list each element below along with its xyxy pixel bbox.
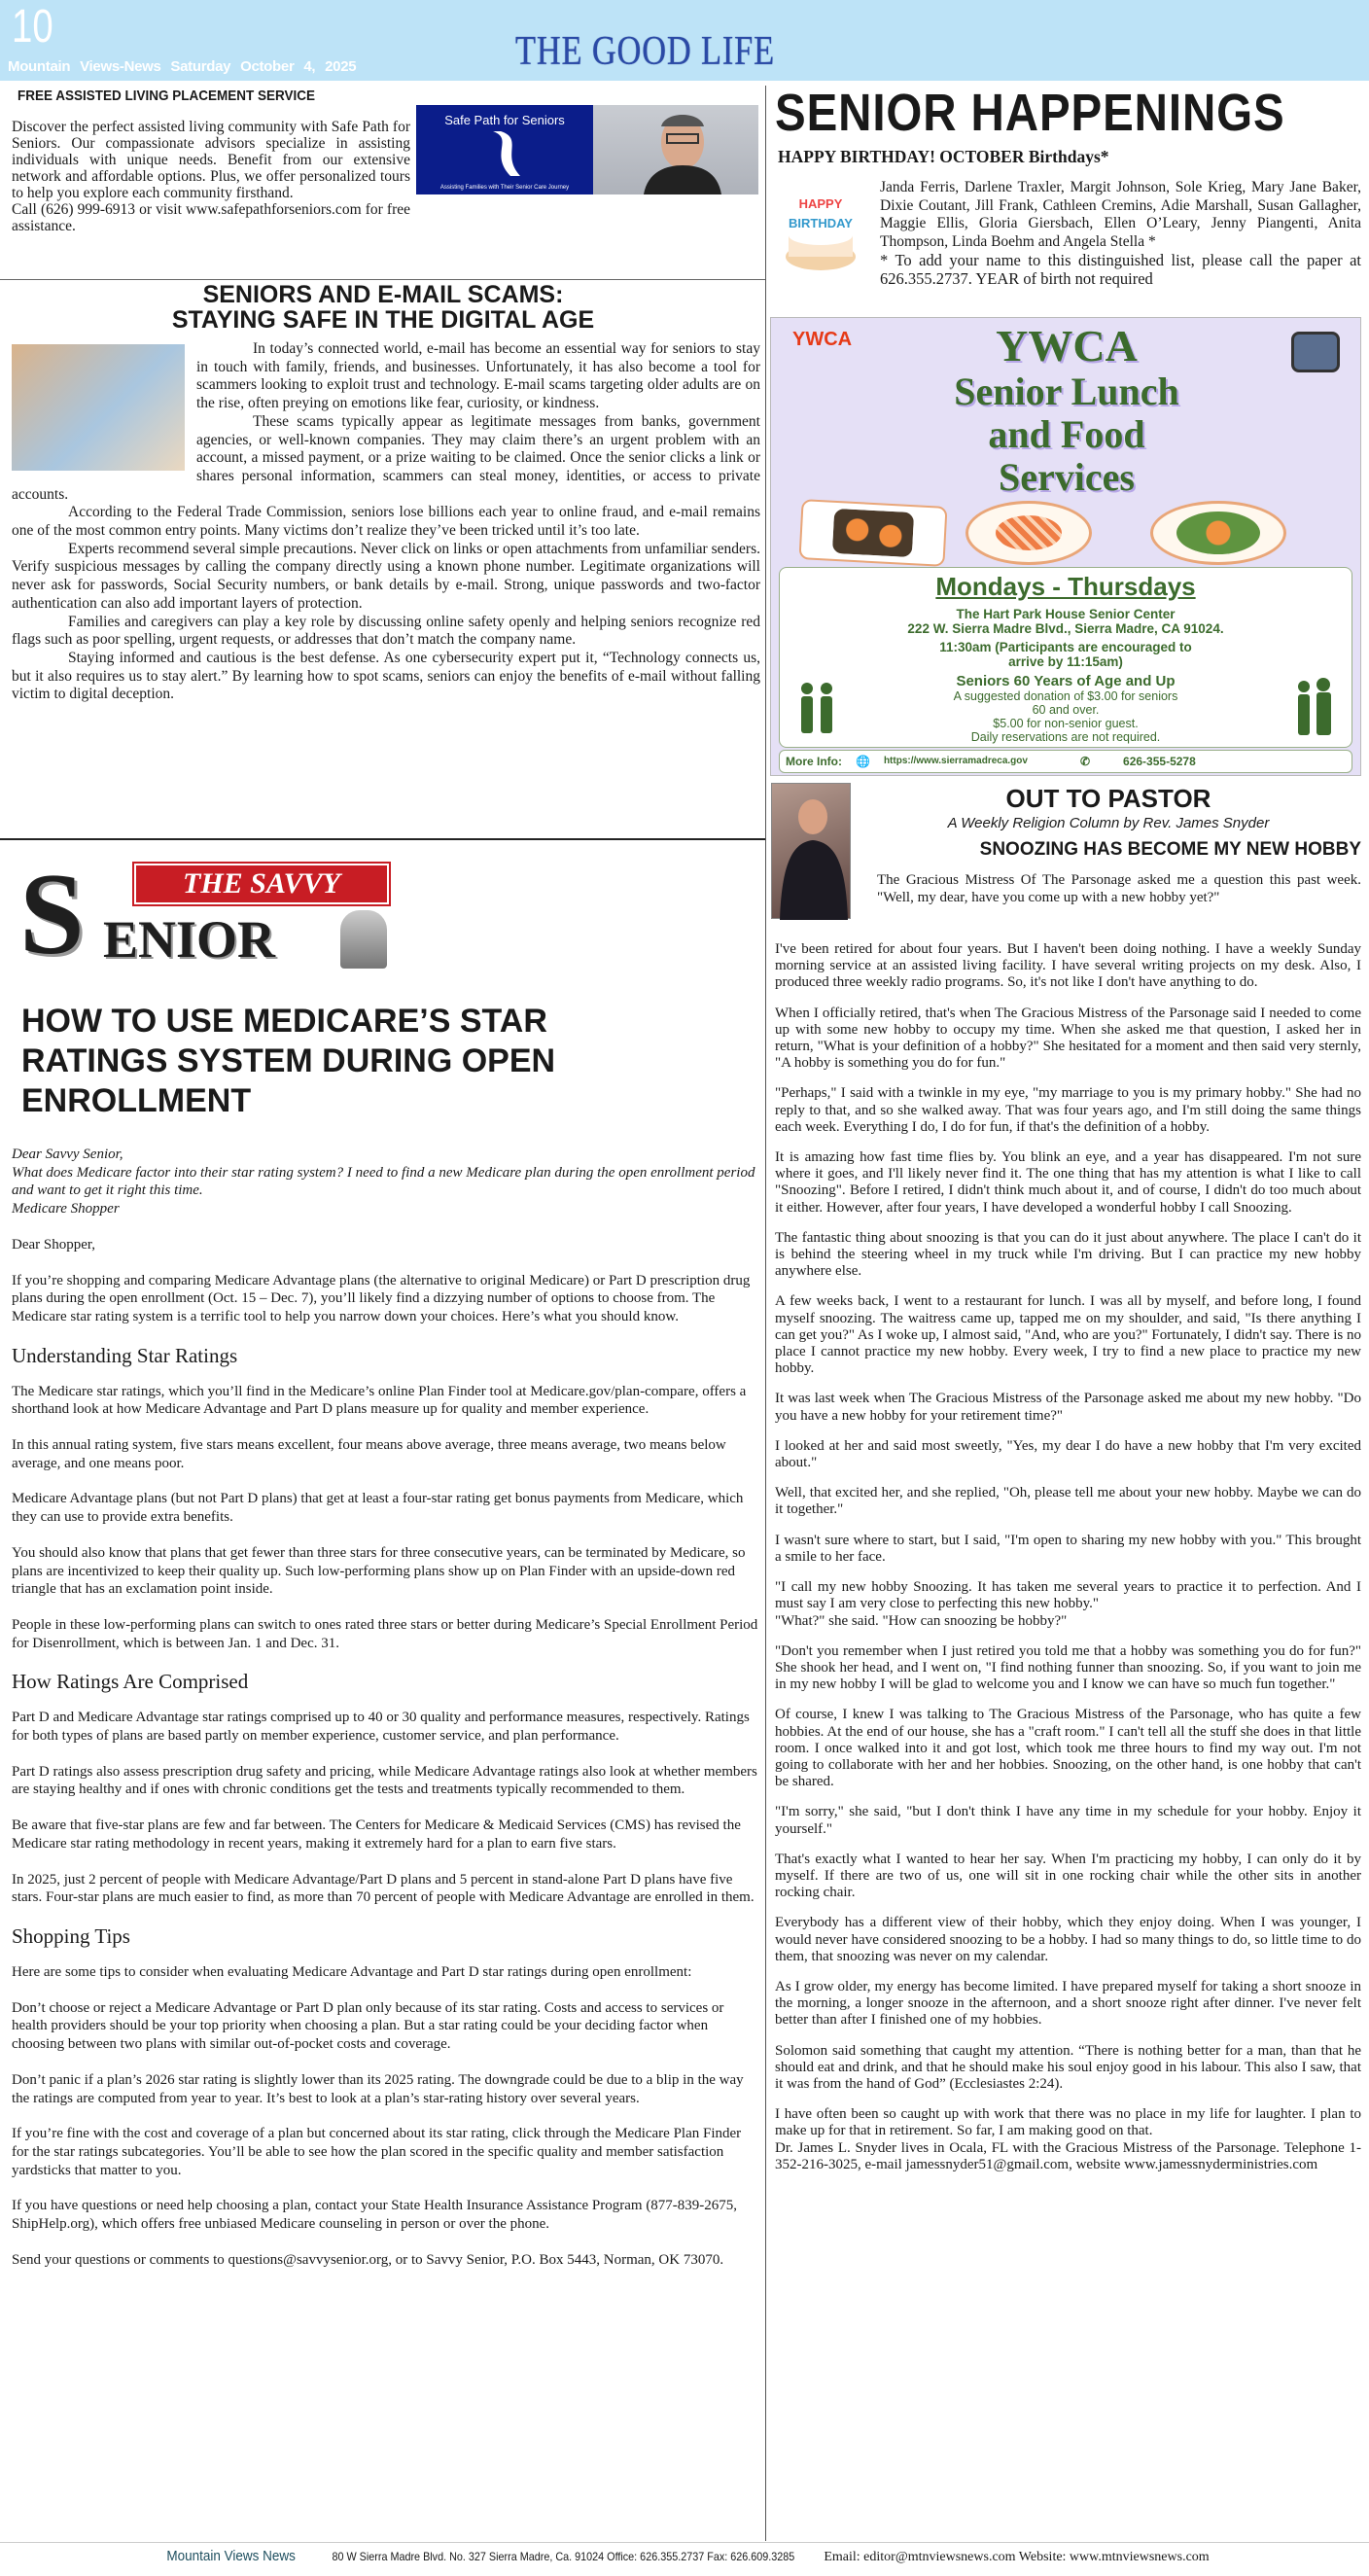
savvy-title: HOW TO USE MEDICARE’S STAR RATINGS SYSTEM DURING OPEN ENROLLMENT — [21, 1003, 556, 1119]
title-line: Services — [999, 455, 1135, 499]
column-paragraph: Well, that excited her, and she replied, "Oh, please tell me about your new hobby. Maybe we can do it together." — [775, 1485, 1361, 1518]
ywca-eligibility: Seniors 60 Years of Age and Up — [956, 673, 1176, 689]
birthday-names: Janda Ferris, Darlene Traxler, Margit Johnson, Sole Krieg, Mary Jane Baker, Dixie Coutant, Jill Frank, Cathleen Cremins, Adie Marshall, Susan Gallagher, Maggie Ellis, Gloria Giersbach, Ellen O’Leary, Jenny Piangenti, Anita Thompson, Linda Boehm and Angela Stella * — [880, 179, 1361, 250]
column-paragraph: I wasn't sure where to start, but I said, "I'm open to sharing my new hobby with you." This brought a smile to her face. — [775, 1532, 1361, 1565]
senior-happenings-title: SENIOR HAPPENINGS — [775, 84, 1285, 142]
ywca-flyer — [770, 317, 1361, 776]
ywca-guest-price: $5.00 for non-senior guest. — [993, 717, 1139, 730]
footer-address: 80 W Sierra Madre Blvd. No. 327 Sierra Madre, Ca. 91024 Office: 626.355.2737 Fax: 626.609.3285 — [332, 2550, 795, 2563]
section-divider — [0, 838, 765, 840]
senior-couple-icon — [793, 681, 842, 735]
savvy-paragraph: Send your questions or comments to questions@savvysenior.org, or to Savvy Senior, P.O. Box 5443, Norman, OK 73070. — [12, 2251, 724, 2268]
letter-signature: Medicare Shopper — [12, 1201, 120, 1217]
column-paragraph: "Don't you remember when I just retired you told me that a hobby was something you do for fun?" She shook her head, and I went on, "I find nothing funner than snoozing. So, if you want to join me in my new hobby I will be glad to welcome you and I know we can have so much fun together." — [775, 1642, 1361, 1693]
savvy-paragraph: In 2025, just 2 percent of people with Medicare Advantage/Part D plans and 5 percent in stand-alone Part D plans have five stars. Four-star plans are much easier to find, as more than 70 percent of people with Medicare Advantage are enrolled in them. — [12, 1871, 755, 1906]
more-info-label: More Info: — [786, 755, 842, 768]
scams-paragraph: In today’s connected world, e-mail has become an essential way for seniors to stay in touch with family, friends, and businesses. Unfortunately, it has also become a tool for scammers looking to exploit trust and technology. E-mail scams targeting older adults are on the rise, often preying on emotions like fear, curiosity, or kindness. — [196, 340, 760, 412]
scams-paragraph: These scams typically appear as legitimate messages from banks, government agencies, or well-known companies. They may claim there’s an urgent problem with an account, a missed payment, or a prize waiting to be claimed. Once the senior clicks a link or shares personal information, scammers can steal money, identities, or access to private accounts. — [12, 412, 760, 503]
salad-plate-icon — [1150, 501, 1286, 565]
column-paragraph: "I'm sorry," she said, "but I don't think I have any time in my schedule for your hobby. Enjoy it yourself." — [775, 1804, 1361, 1837]
safe-path-logo-tagline: Assisting Families with Their Senior Care Journey — [439, 185, 570, 191]
assisted-living-text: Discover the perfect assisted living community with Safe Path for Seniors. Our compassionate advisors specialize in assisting individuals with unique needs. Benefit from our extensive network and affordable options. Plus, we offer personalized tours to help you explore each community firsthand. — [12, 119, 410, 201]
section-heading: Understanding Star Ratings — [12, 1343, 238, 1367]
ywca-venue: The Hart Park House Senior Center — [956, 607, 1176, 621]
title-line: YWCA — [996, 321, 1138, 371]
column-headline: SNOOZING HAS BECOME MY NEW HOBBY — [979, 839, 1361, 860]
ywca-time: 11:30am (Participants are encouraged to — [939, 640, 1192, 654]
footer-brand: Mountain Views News — [166, 2548, 297, 2564]
safe-path-logo — [416, 105, 593, 194]
scams-title — [0, 282, 766, 333]
savvy-paragraph-list — [12, 1709, 760, 1907]
column-paragraph: I have often been so caught up with work that there was no place in my life for laughter. I plan to make up for that in retirement. So far, I am making good on that. Dr. James L. Snyder lives in Ocala, FL with the Gracious Mistress of the Parsonage. Telephone 1-352-216-3025, e-mail jamessnyder51@gmail.com, website www.jamessnyderministries.com — [775, 2106, 1361, 2172]
city-seal-icon — [1291, 332, 1340, 372]
ywca-details — [779, 567, 1352, 748]
column-paragraph-list — [775, 941, 1361, 2173]
scams-title-line2: STAYING SAFE IN THE DIGITAL AGE — [171, 306, 595, 334]
svg-text:HAPPY: HAPPY — [798, 196, 843, 211]
savvy-paragraph-list — [12, 1383, 760, 1653]
ywca-flyer-title — [859, 322, 1275, 499]
letter-question: What does Medicare factor into their star rating system? I need to find a new Medicare plan during the open enrollment period and want to get it right this time. — [12, 1164, 755, 1199]
savvy-paragraph: Part D ratings also assess prescription drug safety and pricing, while Medicare Advantage ratings also look at whether members are staying healthy and if ones with chronic conditions get the tests and treatments typically recommended to them. — [12, 1763, 757, 1798]
column-paragraph: Everybody has a different view of their hobby, which they enjoy doing. When I was younger, I would never have considered snoozing to be a hobby. I had so many things to do, so little time to do them, that snoozing was never on my calendar. — [775, 1915, 1361, 1964]
road-icon — [485, 129, 524, 178]
globe-icon: 🌐 — [856, 755, 870, 768]
savvy-paragraph-list — [12, 1963, 760, 2269]
footer-contact: Email: editor@mtnviewsnews.com Website: www.mtnviewsnews.com — [824, 2550, 1210, 2564]
savvy-paragraph: Here are some tips to consider when evaluating Medicare Advantage and Part D star ratings during open enrollment: — [12, 1963, 692, 1980]
scams-paragraph: Families and caregivers can play a key role by discussing online safety openly and helping seniors recognize red flags such as poor spelling, urgent requests, or addresses that don’t match the company name. — [12, 613, 760, 649]
assisted-living-body — [12, 119, 410, 234]
ywca-donation: A suggested donation of $3.00 for seniors — [953, 689, 1178, 703]
column-paragraph: It was last week when The Gracious Mistress of the Parsonage asked me about my new hobby. "Do you have a new hobby for your retirement time?" — [775, 1391, 1361, 1424]
birthday-list — [880, 179, 1361, 288]
scams-paragraph: Experts recommend several simple precautions. Never click on links or open attachments from unfamiliar senders. Verify suspicious messages by calling the company directly using a known phone number. Legitimate organizations will never ask for passwords, Social Security numbers, or bank details by e-mail. Strong, unique passwords and two-factor authentication can also add important layers of protection. — [12, 540, 760, 612]
column-paragraph: A few weeks back, I went to a restaurant for lunch. I was all by myself, and before long, I found myself snoozing. The waitress came up, tapped me on my shoulder, and said, "Is there anything I can get you?" As I woke up, I almost said, "And, who are you?" Fortunately, I didn't say. There is no place I cannot practice my new hobby. Every week, I try to find a new place to practice my new hobby. — [775, 1293, 1361, 1377]
reply-intro: If you’re shopping and comparing Medicare Advantage plans (the alternative to original Medicare) or Part D prescription drug plans during the open enrollment (Oct. 15 – Dec. 7), you’ll likely find a dizzying number of options to choose from. The Medicare star rating system is a terrific tool to help you narrow down your choices. Here’s what you should know. — [12, 1272, 751, 1324]
ywca-more-info — [779, 750, 1352, 773]
column-paragraph: I've been retired for about four years. But I haven't been doing nothing. I have a weekly Sunday morning service at an assisted living facility. I have several writing projects on my desk. Also, I produced three weekly radio programs. So, it's not like I don't have anything to do. — [775, 941, 1361, 991]
assisted-living-contact: Call (626) 999-6913 or visit www.safepathforseniors.com for free assistance. — [12, 201, 410, 234]
ywca-days: Mondays - Thursdays — [935, 572, 1196, 601]
footer-divider — [0, 2542, 1369, 2543]
page-number: 10 — [12, 1, 53, 53]
footer — [0, 2548, 1369, 2567]
column-paragraph: "I call my new hobby Snoozing. It has taken me several years to practice it to perfection. And I must say I am very close to perfecting this new hobby." "What?" she said. "How can snoozing be hobby?" — [775, 1579, 1361, 1629]
reply-greeting: Dear Shopper, — [12, 1236, 96, 1253]
seniors-laptop-photo — [12, 344, 185, 471]
column-paragraph: The fantastic thing about snoozing is that you can do it just about anywhere. The place I can't do it is behind the steering wheel in my truck while I'm driving. But I can practice my new hobby anywhere else. — [775, 1229, 1361, 1280]
walking-couple-icon — [1290, 677, 1339, 737]
toast-plate-icon — [798, 499, 947, 567]
ywca-donation-2: 60 and over. — [1032, 703, 1100, 717]
column-paragraph: I looked at her and said most sweetly, "Yes, my dear I do have a new hobby that I'm very excited about." — [775, 1437, 1361, 1471]
title-line: and Food — [988, 412, 1145, 456]
masthead — [0, 0, 1369, 81]
savvy-paragraph: Don’t choose or reject a Medicare Advantage or Part D plan only because of its star rating. Costs and access to services or health providers should be your top priority when choosing a plan. But a star rating could be your deciding factor when choosing between two plans with similar out-of-pocket costs and coverage. — [12, 1999, 724, 2053]
savvy-paragraph: Part D and Medicare Advantage star ratings comprised up to 40 or 30 quality and performance measures, respectively. Ratings for both types of plans are based partly on member experience, customer service, and plan performance. — [12, 1710, 750, 1745]
column-title: OUT TO PASTOR — [1005, 784, 1211, 813]
newspaper-reader-icon — [340, 910, 387, 969]
savvy-paragraph: If you’re fine with the cost and coverage of a plan but concerned about its star rating, click through the Medicare Plan Finder for the star ratings subcategories. You’ll be able to see how the plan scored in the specific quality and member satisfaction yardsticks that matter to you. — [12, 2126, 742, 2178]
savvy-paragraph: If you have questions or need help choosing a plan, contact your State Health Insurance Assistance Program (877-839-2675, ShipHelp.org), which offers free unbiased Medicare counseling in person or over the phone. — [12, 2198, 738, 2233]
column-paragraph: It is amazing how fast time flies by. You blink an eye, and a year has disappeared. I'm not sure where it goes, and I'll likely never find it. The one thing that has my attention is what I like to call "Snoozing". Before I retired, I didn't think much about it, and of course, I didn't do too much about it either. However, after four years, I have developed a wonderful hobby I call Snoozing. — [775, 1149, 1361, 1216]
ywca-reservations: Daily reservations are not required. — [970, 730, 1161, 744]
salmon-plate-icon — [965, 501, 1092, 565]
column-subtitle: A Weekly Religion Column by Rev. James Snyder — [947, 815, 1270, 831]
column-divider — [765, 86, 766, 2541]
phone-icon: ✆ — [1079, 755, 1091, 768]
ywca-address: 222 W. Sierra Madre Blvd., Sierra Madre, CA 91024. — [907, 621, 1224, 636]
birthday-heading: HAPPY BIRTHDAY! OCTOBER Birthdays* — [778, 147, 1109, 166]
ywca-logo: YWCA — [792, 329, 853, 350]
svg-text:BIRTHDAY: BIRTHDAY — [789, 216, 853, 230]
scams-title-line1: SENIORS AND E-MAIL SCAMS: — [202, 281, 564, 308]
savvy-logo-banner: THE SAVVY — [134, 864, 389, 904]
column-paragraph: Solomon said something that caught my attention. “There is nothing better for a man, than that he should eat and drink, and that he should make his soul enjoy good in his labour. This also I saw, that it was from the hand of God” (Ecclesiastes 2:24). — [775, 2042, 1361, 2092]
column-body — [775, 941, 1361, 2187]
savvy-article-body — [12, 1146, 760, 2286]
safe-path-logo-title: Safe Path for Seniors — [444, 113, 565, 127]
divider — [0, 279, 765, 280]
column-paragraph: That's exactly what I wanted to hear her say. When I'm practicing my hobby, I can only do it by myself. If there are two of us, one will sit in one rocking chair while the other sits in another rocking chair. — [775, 1851, 1361, 1901]
scams-paragraph: Staying informed and cautious is the best defense. As one cybersecurity expert put it, “Technology connects us, but it also requires us to stay alert.” By learning how to spot scams, seniors can enjoy the benefits of e-mail without falling victim to digital deception. — [12, 649, 760, 703]
ywca-phone: 626-355-5278 — [1123, 755, 1196, 768]
savvy-senior-logo — [19, 849, 399, 978]
column-paragraph: "Perhaps," I said with a twinkle in my eye, "my marriage to you is my primary hobby." She had no reply to that, and so she walked away. That was four years ago, and I'm still doing the same things each week. Everything I do, I do for fun, if that's the definition of a hobby. — [775, 1085, 1361, 1135]
pastor-photo — [771, 783, 851, 919]
dateline: Mountain Views-News Saturday October 4, 2025 — [8, 58, 357, 75]
savvy-paragraph: You should also know that plans that get fewer than three stars for three consecutive years, can be terminated by Medicare, so plans are incentivized to keep their quality up. Such low-performing plans show up on Plan Finder with an upside-down red triangle that has an exclamation point inside. — [12, 1544, 746, 1598]
column-paragraph: Of course, I knew I was talking to The Gracious Mistress of the Parsonage, who has quite a few hobbies. At the end of our house, she has a "craft room." I can't tell all the stuff she does in that little room. I once walked into it and got lost, which took me three hours to find my way out. I'm not going to collaborate with her and her hobbies. Snoozing, on the other hand, is one hobby that can't be shared. — [775, 1707, 1361, 1790]
advisor-photo — [593, 105, 758, 194]
column-paragraph: When I officially retired, that's when The Gracious Mistress of the Parsonage said I needed to come up with some new hobby to occupy my time. When she asked me that question, I asked her in return, "What is your definition of a hobby?" She hesitated for a moment and then said very sternly, "A hobby is something you do for fun." — [775, 1005, 1361, 1072]
column-paragraph: As I grow older, my energy has become limited. I have prepared myself for taking a short snooze in the morning, a longer snooze in the afternoon, and a short snooze right after dinner. I've never felt better than after I finished one of my hobbies. — [775, 1978, 1361, 2029]
title-line: Senior Lunch — [954, 370, 1179, 413]
letter-salutation: Dear Savvy Senior, — [12, 1147, 123, 1162]
reader-letter — [12, 1146, 760, 1218]
savvy-paragraph: In this annual rating system, five stars means excellent, four means above average, three means average, two means below average, and one means poor. — [12, 1437, 726, 1471]
birthday-note: * To add your name to this distinguished list, please call the paper at 626.355.2737. YEAR of birth not required — [880, 251, 1361, 288]
birthday-cake-icon — [783, 185, 859, 272]
section-heading: How Ratings Are Comprised — [12, 1670, 249, 1694]
ywca-time-note: arrive by 11:15am) — [1008, 654, 1123, 669]
savvy-logo-s: S — [19, 849, 85, 978]
scams-paragraph: According to the Federal Trade Commission, seniors lose billions each year to online fraud, and e-mail remains one of the most common entry points. Many victims don’t realize they’ve been tricked until it’s too late. — [12, 504, 760, 540]
scams-article-body — [12, 340, 760, 704]
savvy-paragraph: Be aware that five-star plans are few and far between. The Centers for Medicare & Medicaid Services (CMS) has revised the Medicare star rating methodology in recent years, making it extremely hard for a plan to earn five stars. — [12, 1817, 741, 1852]
column-lead-paragraph: The Gracious Mistress Of The Parsonage asked me a question this past week. "Well, my dear, have you come up with a new hobby yet?" — [877, 872, 1361, 905]
savvy-logo-word: ENIOR — [103, 910, 276, 969]
savvy-paragraph: The Medicare star ratings, which you’ll find in the Medicare’s online Plan Finder tool at Medicare.gov/plan-compare, offers a shorthand look at how Medicare Advantage and Part D plans measure up for quality and member experience. — [12, 1383, 747, 1418]
assisted-living-heading: FREE ASSISTED LIVING PLACEMENT SERVICE — [18, 88, 316, 104]
section-title: THE GOOD LIFE — [515, 29, 776, 74]
person-photo-icon — [593, 105, 758, 194]
savvy-paragraph: People in these low-performing plans can switch to ones rated three stars or better during Medicare’s Special Enrollment Period for Disenrollment, which is between Jan. 1 and Dec. 31. — [12, 1616, 758, 1651]
ywca-website-link[interactable]: https://www.sierramadreca.gov — [883, 756, 1028, 766]
savvy-paragraph: Don’t panic if a plan’s 2026 star rating is slightly lower than its 2025 rating. The downgrade could be due to a blip in the way the ratings are computed from year to year. It’s best to look at a plan’s star-rating history over several years. — [12, 2071, 744, 2106]
savvy-paragraph: Medicare Advantage plans (but not Part D plans) that get at least a four-star rating get bonus payments from Medicare, which they can use to provide extra benefits. — [12, 1491, 744, 1526]
section-heading: Shopping Tips — [12, 1923, 130, 1948]
